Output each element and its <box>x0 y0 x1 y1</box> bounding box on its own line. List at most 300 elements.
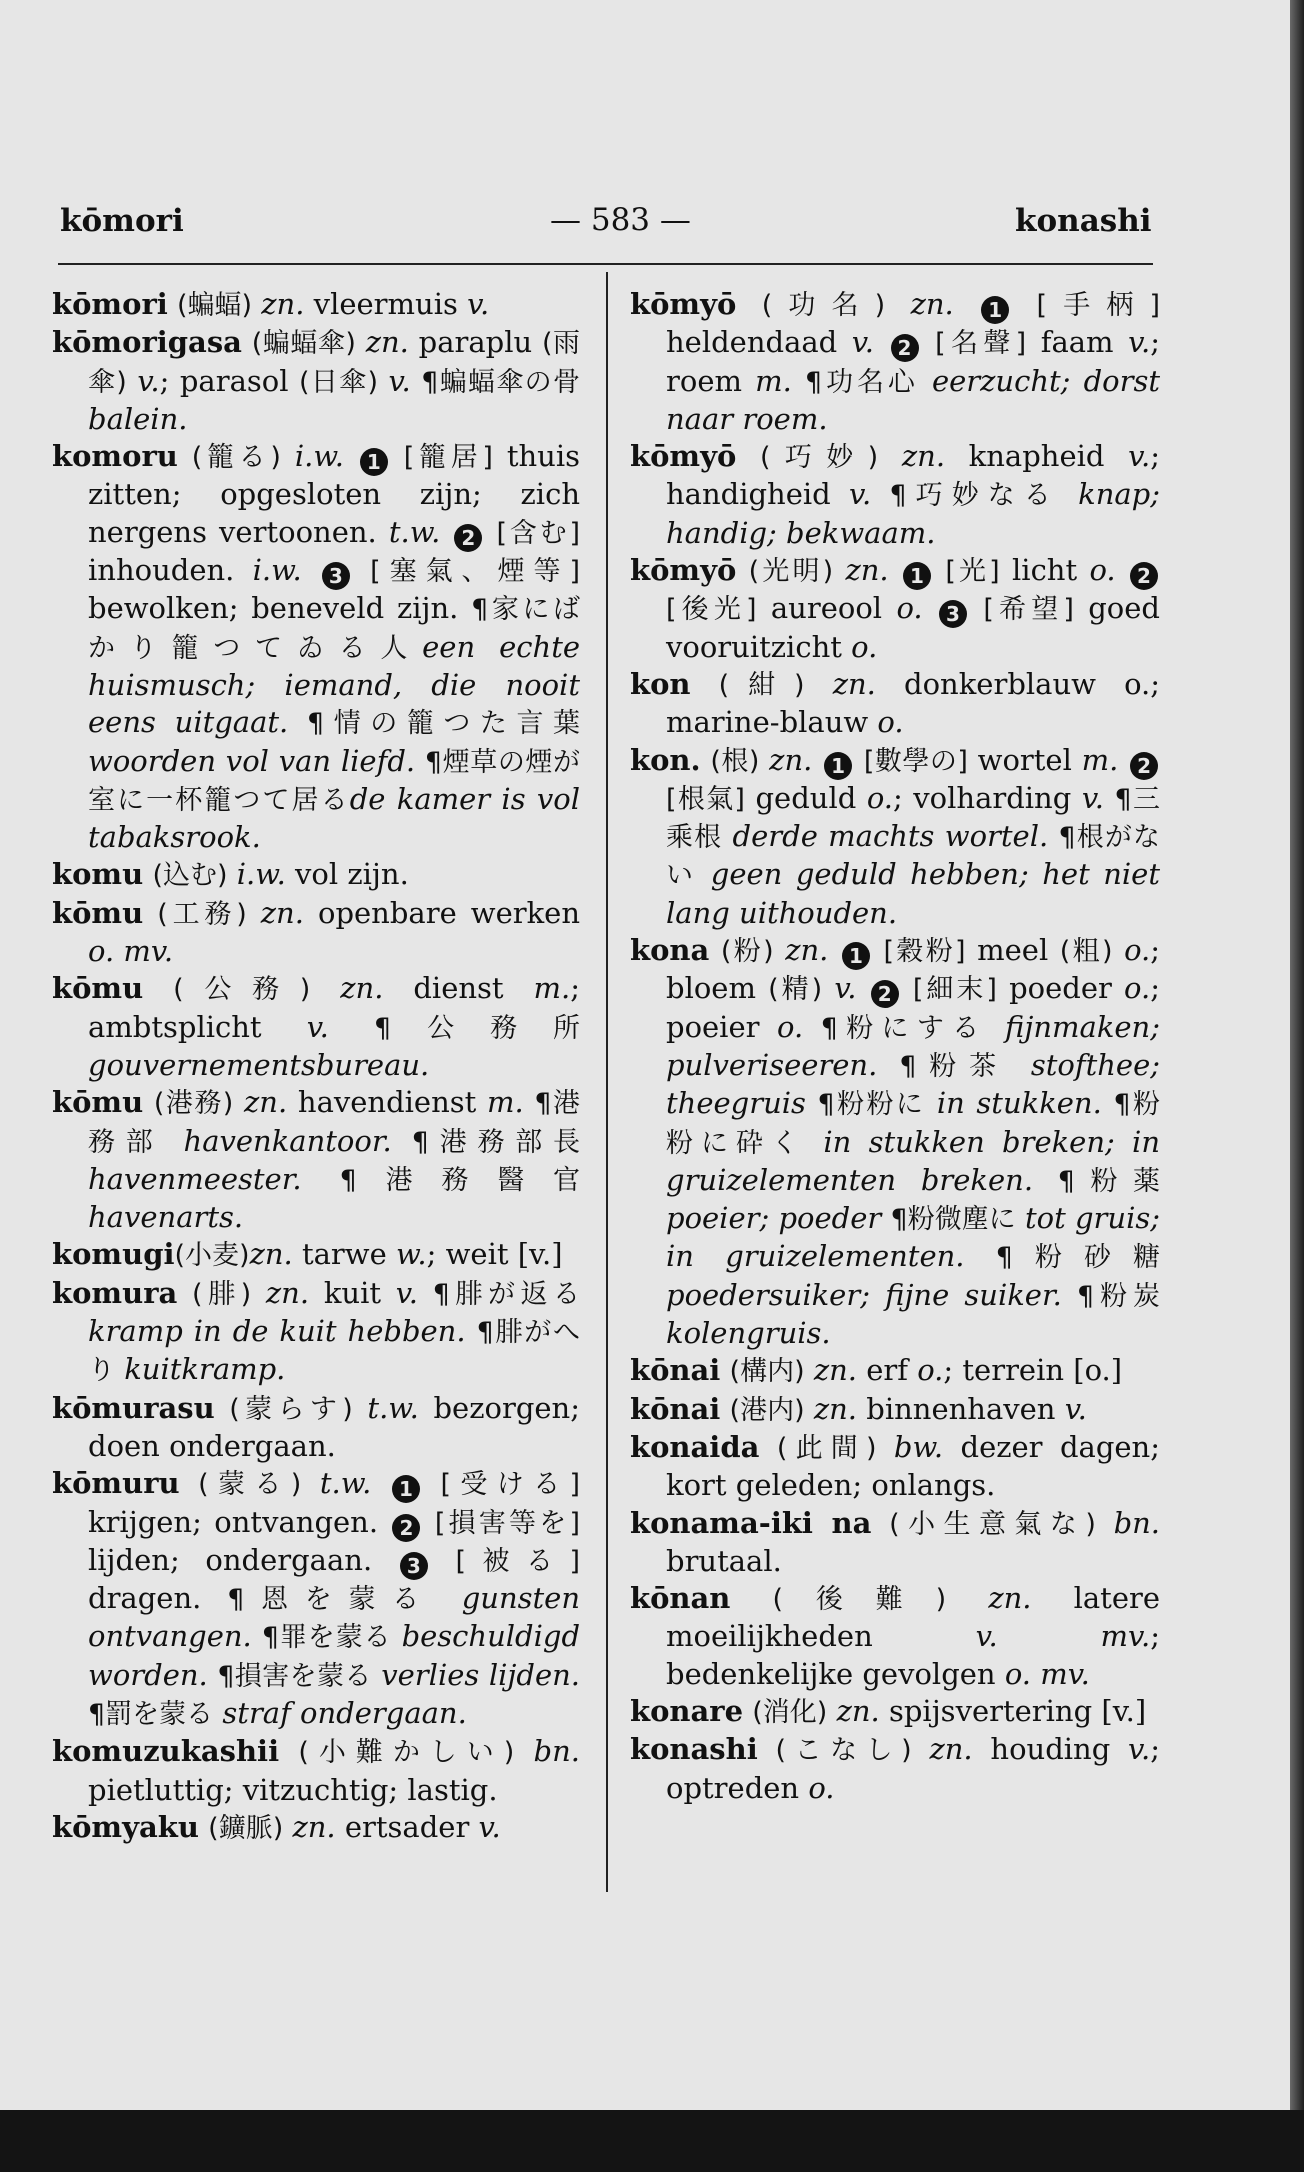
entry-text <box>392 1124 412 1158</box>
entry-text <box>871 1506 889 1540</box>
entry-headword: komura <box>52 1275 178 1310</box>
entry-kanji: ¶粉粉に砕く <box>666 1089 1161 1159</box>
entry-kanji: ¶粉微塵に <box>890 1204 1016 1236</box>
header-rule <box>58 263 1153 265</box>
entry-headword: kon. <box>630 742 701 777</box>
entry-grammar-italic: tot gruis; in gruizelementen. <box>666 1201 1160 1274</box>
entry-grammar-italic: v. <box>1128 439 1151 474</box>
entry-text: heldendaad <box>666 325 852 360</box>
sense-number: 3 <box>400 1552 428 1580</box>
entry-grammar-italic: beschuldigd worden. <box>88 1619 581 1692</box>
entry-grammar-italic: knap; handig; bekwaam. <box>666 477 1160 550</box>
entry-grammar-italic: havenarts. <box>88 1200 244 1235</box>
entry-grammar-italic: o. <box>1089 553 1116 588</box>
entry-kanji: (根) <box>710 745 760 777</box>
dictionary-entry <box>52 1236 580 1274</box>
entry-headword: kōmyō <box>630 287 737 321</box>
entry-grammar-italic: o. <box>1124 971 1151 1006</box>
entry-text: spijsvertering [v.] <box>879 1693 1147 1728</box>
sense-number: 1 <box>392 1475 420 1503</box>
entry-grammar-italic: i.w. <box>294 439 344 474</box>
entry-text <box>720 1392 729 1426</box>
column-divider <box>606 272 608 1892</box>
entry-grammar-italic: v. <box>137 363 160 398</box>
entry-text: ; bedenkelijke gevolgen <box>666 1619 1160 1691</box>
entry-text <box>969 591 983 625</box>
entry-text <box>805 1353 814 1387</box>
entry-text: poeder <box>996 971 1125 1006</box>
entry-kanji: (後難) <box>772 1584 947 1616</box>
entry-text: licht <box>999 553 1090 588</box>
entry-text: dezer dagen; kort geleden; onlangs. <box>666 1429 1160 1503</box>
entry-text <box>878 439 902 473</box>
entry-kanji: (蝙蝠傘) <box>251 328 356 360</box>
entry-text <box>1033 1163 1058 1197</box>
entry-kanji: (構内) <box>729 1356 805 1388</box>
entry-text <box>1011 287 1036 321</box>
entry-text <box>524 1085 535 1119</box>
entry-kanji: ¶腓が返る <box>432 1278 580 1310</box>
dictionary-entry <box>52 856 580 894</box>
entry-text <box>436 1581 462 1615</box>
entry-text <box>1062 1278 1077 1312</box>
entry-text <box>736 287 761 321</box>
entry-grammar-italic: zn. <box>365 325 409 360</box>
entry-grammar-italic: v. <box>1081 780 1104 815</box>
entry-text <box>115 1352 124 1386</box>
entry-text <box>889 553 901 587</box>
entry-text <box>877 1048 899 1082</box>
entry-text <box>251 1276 266 1310</box>
entry-text <box>877 1430 894 1464</box>
entry-text: knapheid <box>945 439 1129 474</box>
dictionary-entry <box>52 895 580 971</box>
entry-kanji: [細末] <box>912 974 997 1006</box>
entry-kanji: ¶三乘根 <box>666 783 1161 854</box>
entry-grammar-italic: v. mv. <box>975 1619 1151 1654</box>
sense-number: 2 <box>1130 562 1158 590</box>
entry-grammar-italic: balein. <box>88 401 188 436</box>
entry-headword: kōmyō <box>630 553 737 588</box>
entry-text <box>965 1239 996 1273</box>
entry-text <box>356 325 366 359</box>
entry-kanji: [光] <box>945 556 1000 588</box>
entry-grammar-italic: i.w. <box>236 857 286 892</box>
entry-grammar-italic: bn. <box>533 1734 581 1769</box>
entry-text <box>921 325 936 359</box>
entry-text <box>925 1086 937 1120</box>
entry-grammar-italic: zn. <box>929 1732 973 1767</box>
entry-headword: kōmori <box>52 287 168 321</box>
entry-grammar-italic: t.w. <box>367 1390 419 1425</box>
entry-text <box>923 591 937 625</box>
entry-headword: kon <box>630 666 691 701</box>
entry-grammar-italic: zn. <box>845 553 889 588</box>
entry-kanji: [後光] <box>666 594 757 626</box>
entry-text <box>701 743 711 777</box>
entry-kanji: (小麦) <box>174 1240 250 1272</box>
entry-grammar-italic: zn. <box>260 895 304 930</box>
entry-text <box>178 439 192 473</box>
entry-headword: komu <box>52 857 144 892</box>
entry-text <box>901 971 913 1005</box>
entry-kanji: ¶港務部長 <box>411 1126 581 1158</box>
entry-grammar-italic: v. <box>849 477 872 512</box>
entry-text: ertsader <box>335 1809 479 1844</box>
entry-text <box>302 1162 340 1196</box>
entry-text <box>854 743 864 777</box>
entry-text <box>143 1085 154 1119</box>
entry-text <box>881 1201 890 1235</box>
entry-text <box>302 553 320 587</box>
entry-text: houding <box>972 1732 1129 1767</box>
entry-grammar-italic: o. mv. <box>88 934 174 969</box>
sense-number: 1 <box>842 942 870 970</box>
entry-grammar-italic: o. <box>877 705 904 740</box>
entry-text <box>391 1619 401 1653</box>
dictionary-entry <box>630 1391 1160 1429</box>
entry-kanji: (消化) <box>752 1696 828 1728</box>
entry-text <box>143 971 173 1005</box>
entry-headword: kōmyō <box>630 439 737 474</box>
entry-grammar-italic: zn. <box>910 287 954 321</box>
entry-headword: kōnan <box>630 1581 731 1616</box>
entry-text <box>1060 477 1078 511</box>
entry-grammar-italic: geen geduld hebben; het niet lang uithouden. <box>666 857 1160 930</box>
entry-headword: kōmorigasa <box>52 325 242 360</box>
entry-text <box>177 1276 192 1310</box>
entry-grammar-italic: fijnmaken; pulveriseeren. <box>666 1009 1160 1082</box>
entry-text: donkerblauw o.; marine-blauw <box>666 666 1161 740</box>
entry-grammar-italic: kuitkramp. <box>124 1352 286 1387</box>
entry-text <box>759 1430 776 1464</box>
entry-grammar-italic: een echte huismusch; iemand, die nooit eens uitgaat. <box>88 629 581 740</box>
entry-grammar-italic: kramp in de kuit hebben. <box>88 1314 466 1349</box>
entry-grammar-italic: v. <box>1128 325 1151 360</box>
entry-text: ; volharding <box>892 780 1082 815</box>
dictionary-entry <box>630 1731 1160 1807</box>
entry-text: ; bloem <box>666 933 1161 1006</box>
entry-headword: kōmu <box>52 1085 144 1120</box>
entry-kanji: ¶粉炭 <box>1077 1280 1160 1312</box>
entry-grammar-italic: zn. <box>244 1085 288 1120</box>
entry-text <box>736 439 760 473</box>
entry-text <box>180 1466 199 1500</box>
sense-number: 2 <box>891 334 919 362</box>
entry-text: latere moeilijkheden <box>666 1581 1161 1654</box>
entry-kanji: ¶粉粉に <box>817 1089 926 1121</box>
entry-text: ; poeier <box>666 971 1160 1044</box>
entry-text <box>736 553 748 587</box>
sense-number: 2 <box>871 980 899 1008</box>
entry-text <box>415 744 425 778</box>
entry-text <box>1009 1048 1031 1082</box>
entry-kanji: (日傘) <box>299 366 379 398</box>
entry-text: vleermuis <box>304 287 468 321</box>
entry-kanji: [損害等を] <box>434 1507 580 1539</box>
entry-text <box>987 1010 1005 1044</box>
entry-kanji: ¶功名心 <box>804 366 919 398</box>
entry-kanji: ¶粉茶 <box>899 1050 1009 1082</box>
entry-text <box>215 1391 230 1425</box>
entry-text <box>812 743 822 777</box>
entry-kanji: (此間) <box>776 1432 877 1464</box>
entry-grammar-italic: m. <box>486 1085 524 1120</box>
entry-text <box>774 933 786 967</box>
dictionary-entry <box>52 324 580 438</box>
dictionary-entry <box>630 1505 1160 1581</box>
entry-text <box>418 1276 433 1310</box>
entry-text <box>1048 819 1058 853</box>
dictionary-entry <box>630 438 1160 552</box>
entry-headword: kōmuru <box>52 1466 180 1501</box>
entry-grammar-italic: v. <box>467 287 490 321</box>
entry-text <box>164 1124 184 1158</box>
entry-headword: konama-iki na <box>630 1505 872 1540</box>
entry-text <box>1116 553 1128 587</box>
entry-grammar-italic: gunsten ontvangen. <box>88 1581 580 1654</box>
entry-kanji: (込む) <box>152 860 228 892</box>
entry-text <box>484 515 496 549</box>
entry-kanji: [名聲] <box>935 328 1027 360</box>
entry-text: wortel <box>967 742 1082 777</box>
entry-text: geduld <box>744 780 867 815</box>
entry-text: thuis zitten; opgesloten zijn; zich nergens vertoonen. <box>88 439 581 549</box>
dictionary-entry <box>630 666 1160 742</box>
entry-text <box>709 933 721 967</box>
entry-text: binnenhaven <box>857 1391 1065 1426</box>
entry-text: ; handigheid <box>666 439 1161 512</box>
entry-text <box>871 477 889 511</box>
entry-text <box>933 553 945 587</box>
dictionary-entry <box>630 1429 1160 1505</box>
entry-text <box>279 1734 298 1768</box>
entry-grammar-italic: t.w. <box>319 1466 372 1501</box>
entry-grammar-italic: v. <box>395 1275 418 1310</box>
entry-text <box>390 439 404 473</box>
entry-kanji: ¶煙草の煙が室に一杯籠つて居る <box>88 746 581 816</box>
entry-headword: komuzukashii <box>52 1734 280 1769</box>
entry-text: ; roem <box>666 325 1161 398</box>
entry-kanji: ¶粉砂糖 <box>995 1242 1160 1274</box>
entry-grammar-italic: zn. <box>785 933 829 968</box>
dictionary-entry <box>630 1580 1160 1693</box>
entry-grammar-italic: woorden vol van liefd. <box>88 743 416 778</box>
entry-text: ; parasol <box>159 363 300 398</box>
dictionary-entry <box>630 286 1160 438</box>
entry-text: ; optreden <box>666 1732 1160 1805</box>
entry-grammar-italic: havenmeester. <box>88 1161 302 1196</box>
entry-kanji: (籠る) <box>191 442 281 474</box>
dictionary-entry <box>630 1693 1160 1731</box>
entry-grammar-italic: kolengruis. <box>666 1316 831 1351</box>
dictionary-entry <box>630 552 1160 666</box>
entry-grammar-italic: o. <box>917 1353 944 1388</box>
entry-grammar-italic: zn. <box>340 971 384 1006</box>
entry-text: ; weit [v.] <box>426 1237 563 1272</box>
entry-headword: komoru <box>52 439 178 474</box>
entry-kanji: (蝙蝠) <box>176 290 253 321</box>
entry-text <box>759 743 769 777</box>
entry-text <box>143 896 157 930</box>
entry-text: dragen. <box>88 1581 228 1616</box>
entry-text <box>440 515 452 549</box>
entry-kanji: (光明) <box>748 556 834 588</box>
entry-text <box>514 1734 533 1768</box>
entry-grammar-italic: eerzucht; dorst naar roem. <box>666 363 1161 436</box>
entry-grammar-italic: zn. <box>261 287 305 321</box>
entry-kanji: [數學の] <box>863 745 968 777</box>
dictionary-entry <box>52 438 580 856</box>
entry-grammar-italic: o. <box>896 591 923 626</box>
entry-grammar-italic: v. <box>1064 1391 1087 1426</box>
entry-kanji: ¶港務部 <box>88 1088 581 1158</box>
entry-text <box>806 1125 823 1159</box>
entry-grammar-italic: t.w. <box>388 514 441 549</box>
entry-kanji: (功名) <box>761 290 886 321</box>
sense-number: 1 <box>981 296 1009 324</box>
entry-text <box>1096 1506 1114 1540</box>
entry-text <box>828 933 840 967</box>
entry-kanji: ¶根がない <box>666 822 1161 892</box>
entry-headword: konashi <box>630 1732 758 1767</box>
dictionary-entry <box>630 1352 1160 1390</box>
entry-kanji: [籠居] <box>403 442 493 474</box>
entry-text: paraplu <box>408 325 542 360</box>
entry-text <box>857 971 869 1005</box>
dictionary-entry <box>52 1809 580 1847</box>
entry-grammar-italic: o. <box>851 629 878 664</box>
entry-kanji: ¶粉にする <box>820 1012 988 1044</box>
entry-text <box>288 705 307 739</box>
entry-text <box>411 364 422 398</box>
entry-grammar-italic: o. mv. <box>1004 1656 1090 1691</box>
sense-number: 1 <box>360 448 388 476</box>
entry-kanji: ¶情の籠つた言葉 <box>307 708 580 740</box>
entry-text <box>329 1010 374 1044</box>
entry-text <box>872 933 884 967</box>
entry-text: brutaal. <box>666 1543 782 1578</box>
entry-text <box>199 1810 208 1844</box>
dictionary-entry <box>52 1084 580 1236</box>
entry-text <box>353 1391 368 1425</box>
entry-headword: kōmu <box>52 895 144 930</box>
entry-grammar-italic: zn. <box>769 742 813 777</box>
entry-text: tarwe <box>292 1237 396 1272</box>
entry-text <box>803 1010 821 1044</box>
running-head-right: konashi <box>1015 203 1152 239</box>
entry-kanji: ¶蝙蝠傘の骨 <box>421 366 580 398</box>
entry-kanji: (雨傘) <box>88 328 581 398</box>
entry-text <box>1113 933 1125 967</box>
entry-text <box>281 439 295 473</box>
entry-kanji: [根氣] <box>666 783 745 815</box>
entry-text: ; terrein [o.] <box>943 1353 1123 1388</box>
entry-grammar-italic: m. <box>755 363 792 398</box>
entry-text <box>730 1581 772 1615</box>
entry-text: kuit <box>309 1275 396 1310</box>
left-column <box>52 286 580 1847</box>
entry-grammar-italic: stofthee; theegruis <box>666 1047 1160 1121</box>
entry-text <box>946 1581 988 1615</box>
entry-grammar-italic: v. <box>478 1809 501 1844</box>
entry-kanji: (工務) <box>157 898 247 930</box>
entry-text <box>1102 1086 1114 1120</box>
entry-text <box>919 364 932 398</box>
entry-grammar-italic: m. <box>533 971 571 1006</box>
entry-kanji: ¶港務醫官 <box>339 1164 580 1196</box>
entry-text <box>743 1694 752 1728</box>
entry-text <box>720 1353 729 1387</box>
entry-text <box>827 1694 836 1728</box>
entry-text: erf <box>857 1353 918 1388</box>
sense-number: 3 <box>322 562 350 590</box>
running-head-left: kōmori <box>60 203 184 239</box>
dictionary-entry <box>630 742 1160 932</box>
sense-number: 2 <box>1130 752 1158 780</box>
entry-grammar-italic: zn. <box>813 1353 858 1388</box>
entry-text <box>792 364 805 398</box>
entry-kanji: [含む] <box>496 517 581 549</box>
entry-grammar-italic: verlies lijden. <box>381 1657 581 1692</box>
entry-kanji: (粉) <box>720 936 774 968</box>
entry-kanji: [被る] <box>455 1545 580 1577</box>
entry-kanji: (蒙る) <box>198 1469 302 1501</box>
entry-text <box>352 553 370 587</box>
entry-text <box>208 1658 218 1692</box>
entry-text <box>233 1085 244 1119</box>
entry-grammar-italic: o. <box>777 1009 804 1044</box>
entry-text: inhouden. <box>88 553 253 588</box>
entry-text: ; ambtsplicht <box>88 971 580 1044</box>
entry-grammar-italic: bw. <box>893 1429 944 1464</box>
entry-text: vol zijn. <box>285 857 409 892</box>
entry-text <box>691 667 719 701</box>
entry-kanji: (腓) <box>192 1278 252 1310</box>
entry-grammar-italic: zn. <box>813 1391 858 1426</box>
entry-headword: kōmu <box>52 971 144 1006</box>
entry-text: pietluttig; vitzuchtig; lastig. <box>88 1772 498 1807</box>
dictionary-entry <box>630 932 1160 1352</box>
entry-kanji: ¶巧妙なる <box>889 480 1060 512</box>
entry-text <box>422 1466 441 1500</box>
dictionary-entry <box>52 1275 580 1390</box>
entry-grammar-italic: de kamer is vol tabaksrook. <box>88 781 580 855</box>
entry-kanji: (公務) <box>173 974 311 1006</box>
entry-text: openbare werken <box>303 895 581 930</box>
entry-kanji: (鑛脈) <box>208 1812 284 1844</box>
entry-text <box>228 857 237 891</box>
entry-kanji: [穀粉] <box>883 936 966 968</box>
entry-kanji: (小難かしい) <box>298 1737 515 1769</box>
sense-number: 2 <box>454 524 482 552</box>
entry-text <box>805 667 833 701</box>
sense-number: 2 <box>392 1514 420 1542</box>
entry-text <box>912 1732 930 1766</box>
entry-text <box>422 1505 434 1539</box>
entry-grammar-italic: poedersuiker; fijne suiker. <box>666 1277 1062 1312</box>
entry-grammar-italic: derde machts wortel. <box>732 819 1049 854</box>
entry-text: lijden; ondergaan. <box>88 1542 398 1577</box>
entry-grammar-italic: m. <box>1081 742 1119 777</box>
entry-grammar-italic: bn. <box>1113 1505 1161 1540</box>
entry-kanji: (蒙らす) <box>229 1393 353 1425</box>
entry-text <box>301 1466 320 1500</box>
entry-kanji: (港務) <box>153 1088 234 1120</box>
entry-kanji: (精) <box>768 974 823 1006</box>
entry-headword: konare <box>630 1693 744 1728</box>
entry-grammar-italic: poeier; poeder <box>666 1201 882 1236</box>
